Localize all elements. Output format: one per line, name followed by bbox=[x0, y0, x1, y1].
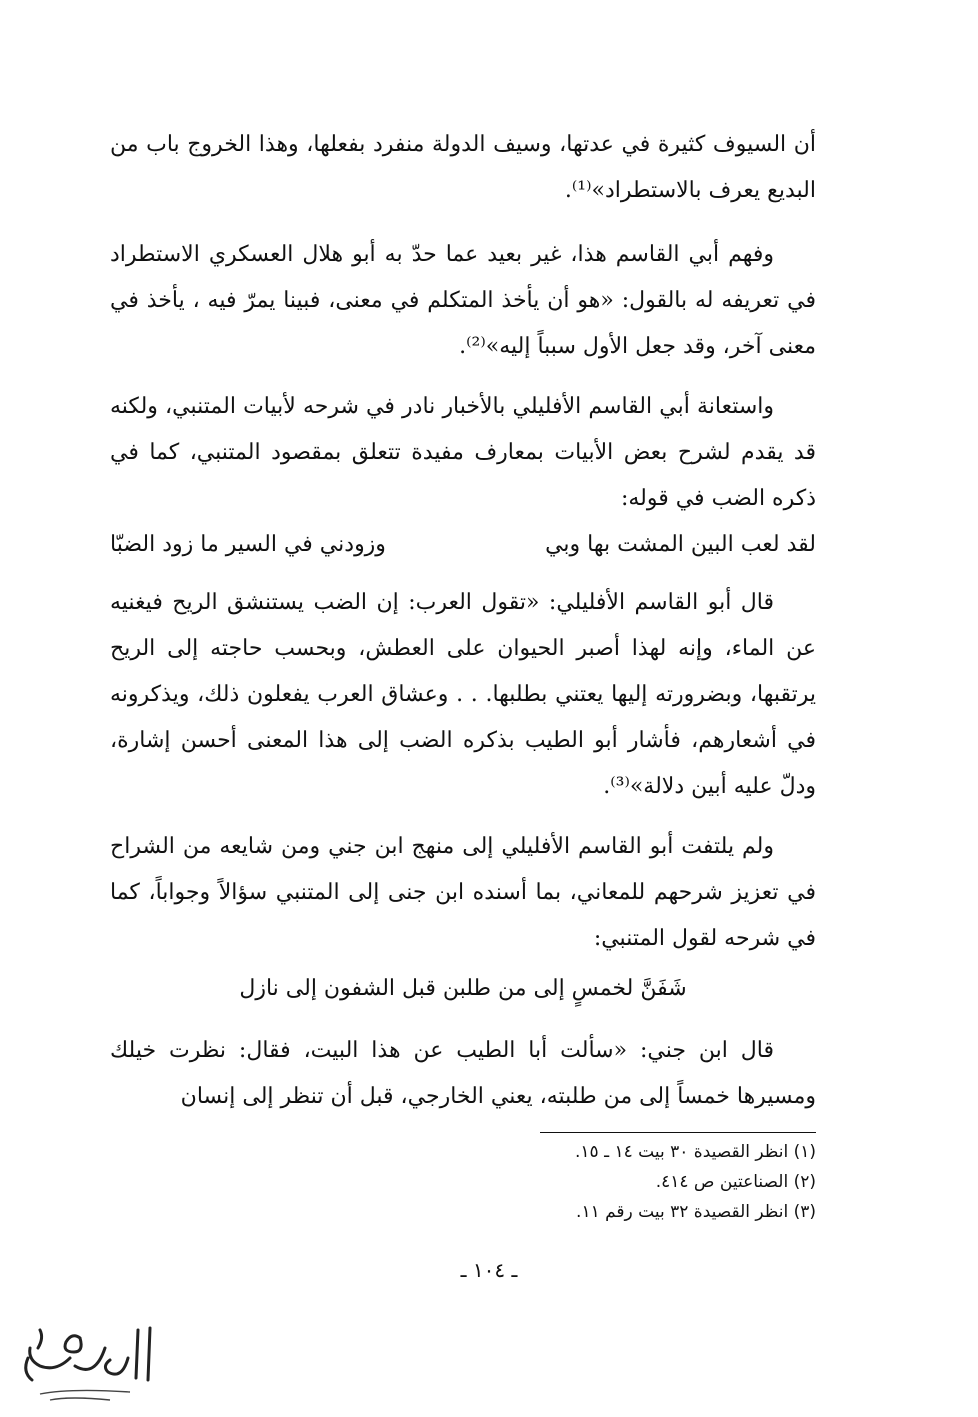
page-number: ـ ١٠٤ ـ bbox=[460, 1258, 518, 1282]
body-text-top bbox=[110, 122, 816, 214]
body-text-5 bbox=[110, 824, 816, 962]
footnotes bbox=[300, 1137, 816, 1227]
footnote-1: (١) انظر القصيدة ٣٠ بيت ١٤ ـ ١٥. bbox=[575, 1142, 816, 1162]
paragraph-1: أن السيوف كثيرة في عدتها، وسيف الدولة منفرد بفعلها، وهذا الخروج باب من البديع يعرف بالاستطراد»⁽¹⁾. bbox=[110, 132, 816, 203]
verse-second-hemistich: وزودني في السير ما زود الضبّا bbox=[110, 532, 386, 557]
paragraph-3: واستعانة أبي القاسم الأفليلي بالأخبار نادر في شرحه لأبيات المتنبي، ولكنه قد يقدم لشرح بعض الأبيات بمعارف مفيدة تتعلق بمقصود المتنبي، كما في ذكره الضب في قوله: bbox=[110, 394, 816, 511]
paragraph-4: قال أبو القاسم الأفليلي: «تقول العرب: إن الضب يستنشق الريح فيغنيه عن الماء، وإنه لهذا أصبر الحيوان على العطش، وبحسب حاجته إلى الريح يرتقبها، وبضرورته إليها يعتني بطلبها. . . وعشاق العرب يفعلون ذلك، ويذكرونه في أشعارهم، فأشار أبو الطيب بذكره الضب إلى هذا المعنى أحسن إشارة، ودلّ عليه أبين دلالة»⁽³⁾. bbox=[110, 590, 816, 799]
footnote-3: (٣) انظر القصيدة ٣٢ بيت رقم ١١. bbox=[576, 1202, 816, 1222]
footnote-separator bbox=[540, 1132, 816, 1133]
body-text-2 bbox=[110, 232, 816, 370]
verse-line-2 bbox=[110, 966, 816, 1012]
verse-first-hemistich: لقد لعب البين المشت بها وبي bbox=[545, 532, 816, 557]
verse-line-1 bbox=[110, 522, 816, 568]
body-text-4 bbox=[110, 580, 816, 810]
library-stamp-icon bbox=[10, 1318, 160, 1408]
paragraph-5: ولم يلتفت أبو القاسم الأفليلي إلى منهج ابن جني ومن شايعه من الشراح في تعزيز شرحهم للمعاني، بما أسنده ابن جنى إلى المتنبي سؤالاً وجواباً، كما في شرحه لقول المتنبي: bbox=[110, 834, 816, 951]
body-text-3 bbox=[110, 384, 816, 522]
body-text-6 bbox=[110, 1028, 816, 1120]
paragraph-6: قال ابن جني: «سألت أبا الطيب عن هذا البيت، فقال: نظرت خيلك ومسيرها خمساً إلى من طلبته، يعني الخارجي، قبل أن تنظر إلى إنسان bbox=[110, 1038, 816, 1109]
paragraph-2: وفهم أبي القاسم هذا، غير بعيد عما حدّ به أبو هلال العسكري الاستطراد في تعريفه له بالقول: «هو أن يأخذ المتكلم في معنى، فبينا يمرّ فيه ، يأخذ في معنى آخر، وقد جعل الأول سبباً إليه»⁽²⁾. bbox=[110, 242, 816, 359]
verse-2-text: شَفَنَّ لخمسٍ إلى من طلبن قبل الشفون إلى نازل bbox=[239, 976, 687, 1001]
footnote-2: (٢) الصناعتين ص ٤١٤. bbox=[655, 1172, 816, 1192]
